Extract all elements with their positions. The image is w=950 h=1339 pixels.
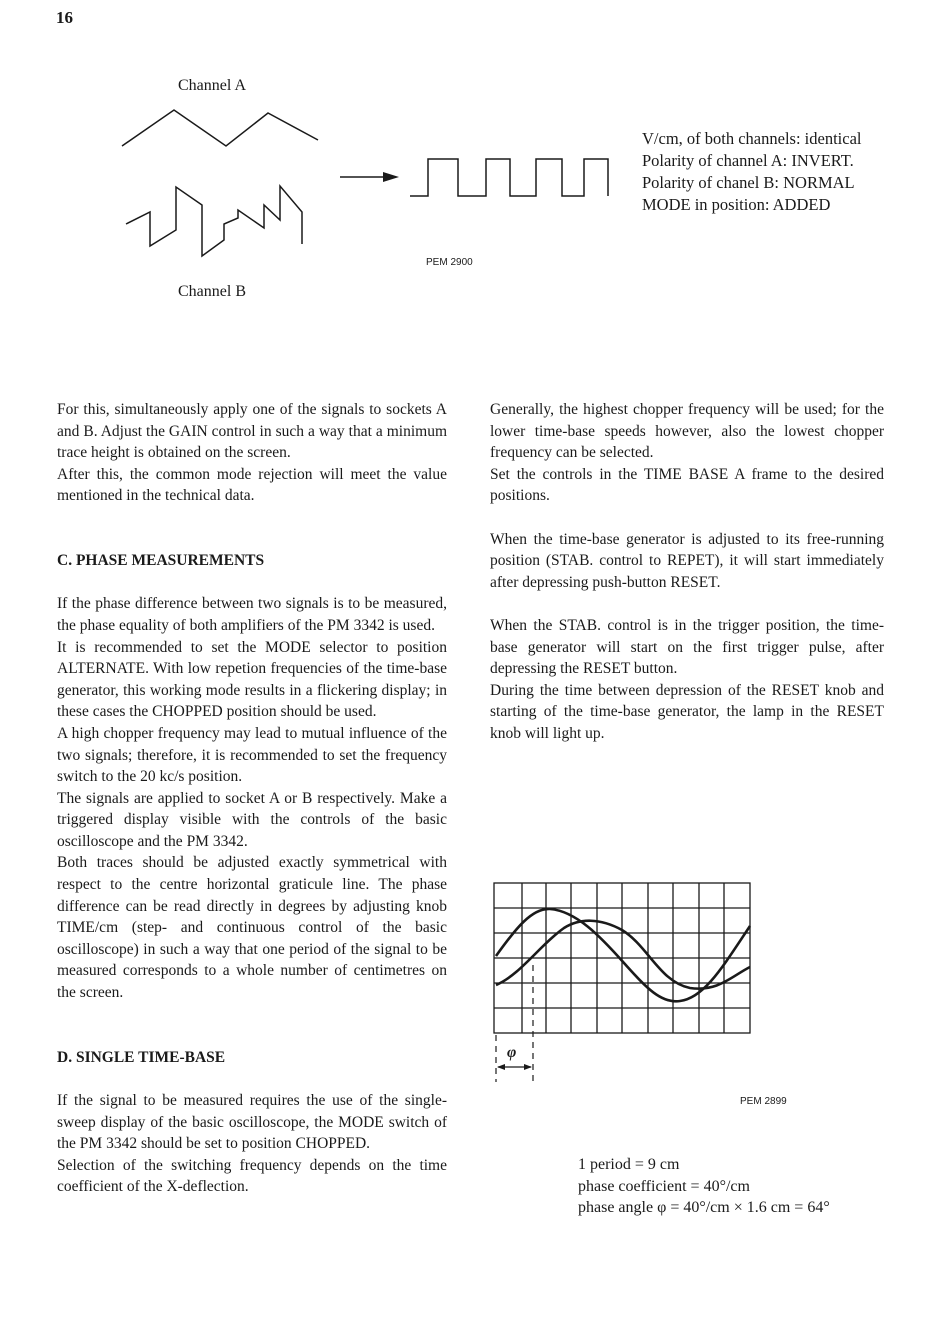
section-d-heading: D. SINGLE TIME-BASE: [57, 1048, 226, 1066]
channel-b-sawtooth-wave: [126, 186, 302, 256]
figure2-code: PEM 2899: [740, 1096, 787, 1107]
right-column: [490, 399, 884, 745]
paragraph: Generally, the highest chopper frequency will be used; for the lower time-base speeds however, also the lowest chopper frequency can be selected.: [490, 401, 884, 462]
phi-label: φ: [507, 1044, 517, 1061]
paragraph: When the time-base generator is adjusted to its free-running position (STAB. control to REPET), it will start immediately after depressing push-button RESET.: [490, 530, 884, 591]
paragraph: The signals are applied to socket A or B respectively. Make a triggered display visible with the controls of the basic oscilloscope and the PM 3342.: [57, 789, 447, 850]
paragraph: Both traces should be adjusted exactly symmetrical with respect to the centre horizontal graticule line. The phase difference can be read directly in degrees by adjusting knob TIME/cm (step- and continuous control of the basic oscilloscope) in such a way that one period of the signal to be measured corresponds to a whole number of centimetres on the screen.: [57, 854, 447, 1002]
paragraph: It is recommended to set the MODE selector to position ALTERNATE. With low repetion frequencies of the time-base generator, this working mode results in a flickering display; in these cases the CHOPPED position should be used.: [57, 638, 447, 721]
arrow-head: [383, 172, 399, 182]
paragraph: A high chopper frequency may lead to mutual influence of the two signals; therefore, it is recommended to set the frequency switch to the 20 kc/s position.: [57, 724, 447, 786]
square-wave-result: [410, 159, 608, 196]
formula-line: phase angle φ = 40°/cm × 1.6 cm = 64°: [578, 1199, 830, 1216]
formula-line: phase coefficient = 40°/cm: [578, 1177, 750, 1195]
left-column: [57, 399, 447, 1198]
paragraph: Selection of the switching frequency depends on the time coefficient of the X-deflection.: [57, 1156, 447, 1196]
page-number: 16: [56, 8, 73, 27]
figure1-legend: [642, 128, 861, 216]
legend-line: MODE in position: ADDED: [642, 195, 831, 214]
section-c-heading: C. PHASE MEASUREMENTS: [57, 552, 265, 570]
paragraph: If the signal to be measured requires the use of the single-sweep display of the basic oscilloscope, the MODE switch of the PM 3342 should be set to position CHOPPED.: [57, 1092, 447, 1153]
paragraph: Set the controls in the TIME BASE A frame to the desired positions.: [490, 465, 884, 505]
formula-line: 1 period = 9 cm: [578, 1156, 680, 1173]
phase-formulas: [578, 1154, 830, 1219]
legend-line: Polarity of chanel B: NORMAL: [642, 173, 855, 192]
legend-line: V/cm, of both channels: identical: [642, 129, 862, 148]
channel-a-label: Channel A: [178, 77, 246, 94]
legend-line: Polarity of channel A: INVERT.: [642, 151, 854, 170]
paragraph: During the time between depression of the RESET knob and starting of the time-base generator, the lamp in the RESET knob will light up.: [490, 681, 884, 742]
paragraph: When the STAB. control is in the trigger position, the time-base generator will start on the first trigger pulse, after depressing the RESET button.: [490, 616, 884, 678]
paragraph: If the phase difference between two signals is to be measured, the phase equality of both amplifiers of the PM 3342 is used.: [57, 595, 447, 634]
channel-a-triangle-wave: [122, 110, 318, 146]
figure1-code: PEM 2900: [426, 257, 473, 268]
paragraph: For this, simultaneously apply one of the signals to sockets A and B. Adjust the GAIN control in such a way that a minimum trace height is obtained on the screen.: [57, 401, 447, 462]
paragraph: After this, the common mode rejection will meet the value mentioned in the technical data.: [57, 465, 447, 505]
channel-b-label: Channel B: [178, 283, 246, 300]
